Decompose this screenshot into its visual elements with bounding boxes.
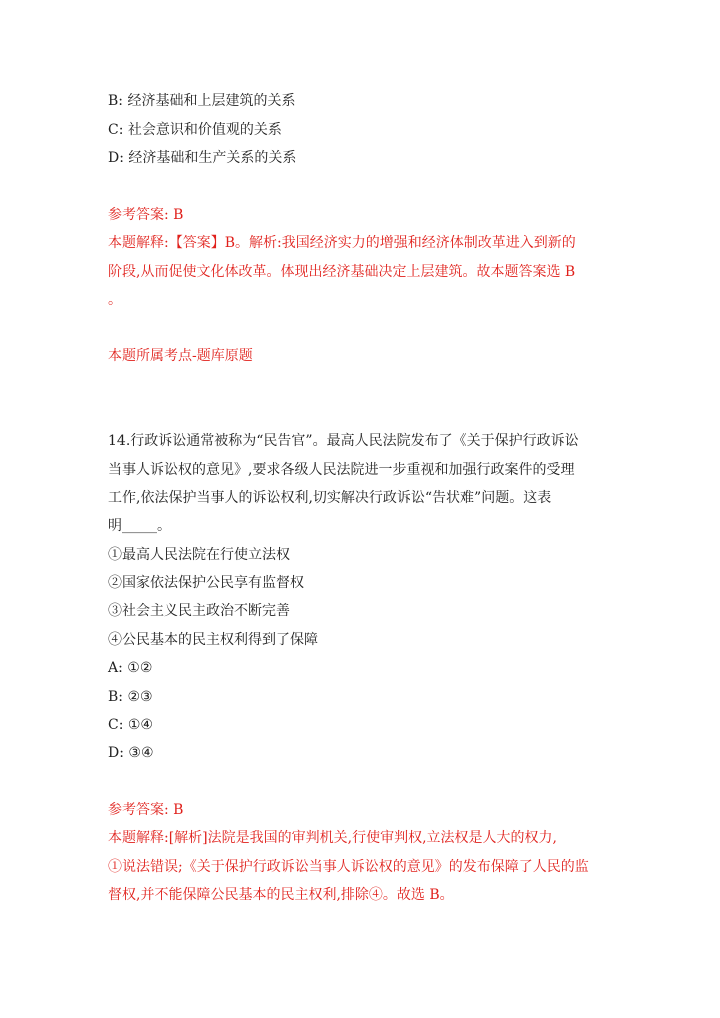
q14-stem-line-4: 明_____。 <box>108 518 171 534</box>
q13-explanation-line-2: 阶段,从而促使文化体改革。体现出经济基础决定上层建筑。故本题答案选 B <box>108 264 576 280</box>
q13-topic-tag: 本题所属考点-题库原题 <box>108 348 253 364</box>
q14-statement-3: ③社会主义民主政治不断完善 <box>108 603 290 619</box>
q14-stem-line-3: 工作,依法保护当事人的诉讼权利,切实解决行政诉讼“告状难”问题。这表 <box>108 490 552 506</box>
q14-statement-4: ④公民基本的民主权利得到了保障 <box>108 632 318 648</box>
q14-answer: 参考答案: B <box>108 802 184 818</box>
q13-option-b: B: 经济基础和上层建筑的关系 <box>108 93 296 109</box>
q13-option-d: D: 经济基础和生产关系的关系 <box>108 150 297 166</box>
q13-option-c: C: 社会意识和价值观的关系 <box>108 122 282 138</box>
q14-option-d: D: ③④ <box>108 745 154 761</box>
q13-explanation-line-3: 。 <box>108 292 122 308</box>
q14-statement-2: ②国家依法保护公民享有监督权 <box>108 575 304 591</box>
q14-statement-1: ①最高人民法院在行使立法权 <box>108 547 290 563</box>
q14-option-c: C: ①④ <box>108 717 153 733</box>
q14-option-b: B: ②③ <box>108 689 153 705</box>
q14-explanation-line-1: 本题解释:[解析]法院是我国的审判机关,行使审判权,立法权是人大的权力, <box>108 830 557 846</box>
q14-stem-line-1: 14.行政诉讼通常被称为“民告官”。最高人民法院发布了《关于保护行政诉讼 <box>108 433 579 449</box>
q13-explanation-line-1: 本题解释:【答案】B。解析:我国经济实力的增强和经济体制改革进入到新的 <box>108 235 576 251</box>
q14-option-a: A: ①② <box>108 660 153 676</box>
q14-explanation-line-2: ①说法错误;《关于保护行政诉讼当事人诉讼权的意见》的发布保障了人民的监 <box>108 859 589 875</box>
q14-stem-line-2: 当事人诉讼权的意见》,要求各级人民法院进一步重视和加强行政案件的受理 <box>108 462 575 478</box>
q13-answer: 参考答案: B <box>108 207 184 223</box>
q14-explanation-line-3: 督权,并不能保障公民基本的民主权利,排除④。故选 B。 <box>108 887 454 903</box>
